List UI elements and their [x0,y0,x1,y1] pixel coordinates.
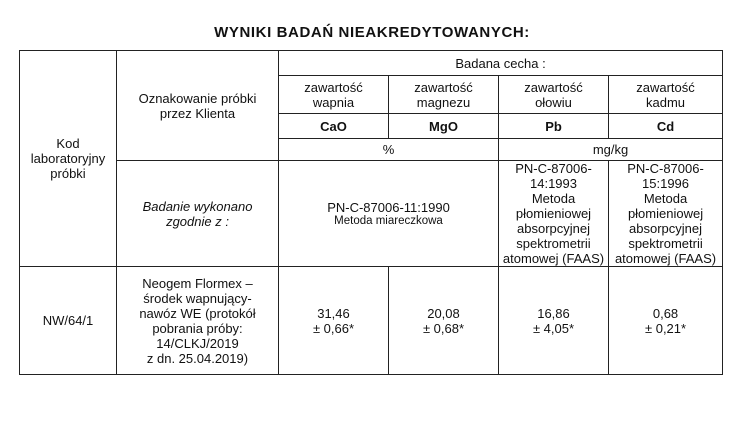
lab-code-header: Kod laboratoryjny próbki [20,51,117,267]
method-cao-mgo: PN-C-87006-11:1990 Metoda miareczkowa [279,161,499,267]
column-name-cd: zawartość kadmu [609,76,723,114]
formula-mgo: MgO [389,114,499,139]
formula-cd: Cd [609,114,723,139]
table-row [20,267,723,375]
value-cd: 0,68 ± 0,21* [609,267,723,375]
method-cd: PN-C-87006- 15:1996 Metoda płomieniowej absorpcyjnej spektrometrii atomowej (FAAS) [609,161,723,267]
sample-code: NW/64/1 [20,267,117,375]
unit-percent: % [279,139,499,161]
page-title: WYNIKI BADAŃ NIEAKREDYTOWANYCH: [214,24,530,41]
formula-pb: Pb [499,114,609,139]
sample-description: Neogem Flormex – środek wapnujący- nawóz WE (protokół pobrania próby: 14/CLKJ/2019 z dn. 25.04.2019) [117,267,279,375]
column-name-pb: zawartość ołowiu [499,76,609,114]
method-label: Badanie wykonano zgodnie z : [117,161,279,267]
value-cao: 31,46 ± 0,66* [279,267,389,375]
client-label-header: Oznakowanie próbki przez Klienta [117,51,279,161]
feature-header: Badana cecha : [279,51,723,76]
value-pb: 16,86 ± 4,05* [499,267,609,375]
column-name-cao: zawartość wapnia [279,76,389,114]
method-pb: PN-C-87006- 14:1993 Metoda płomieniowej absorpcyjnej spektrometrii atomowej (FAAS) [499,161,609,267]
results-table [19,50,723,375]
value-mgo: 20,08 ± 0,68* [389,267,499,375]
unit-mgkg: mg/kg [499,139,723,161]
column-name-mgo: zawartość magnezu [389,76,499,114]
formula-cao: CaO [279,114,389,139]
